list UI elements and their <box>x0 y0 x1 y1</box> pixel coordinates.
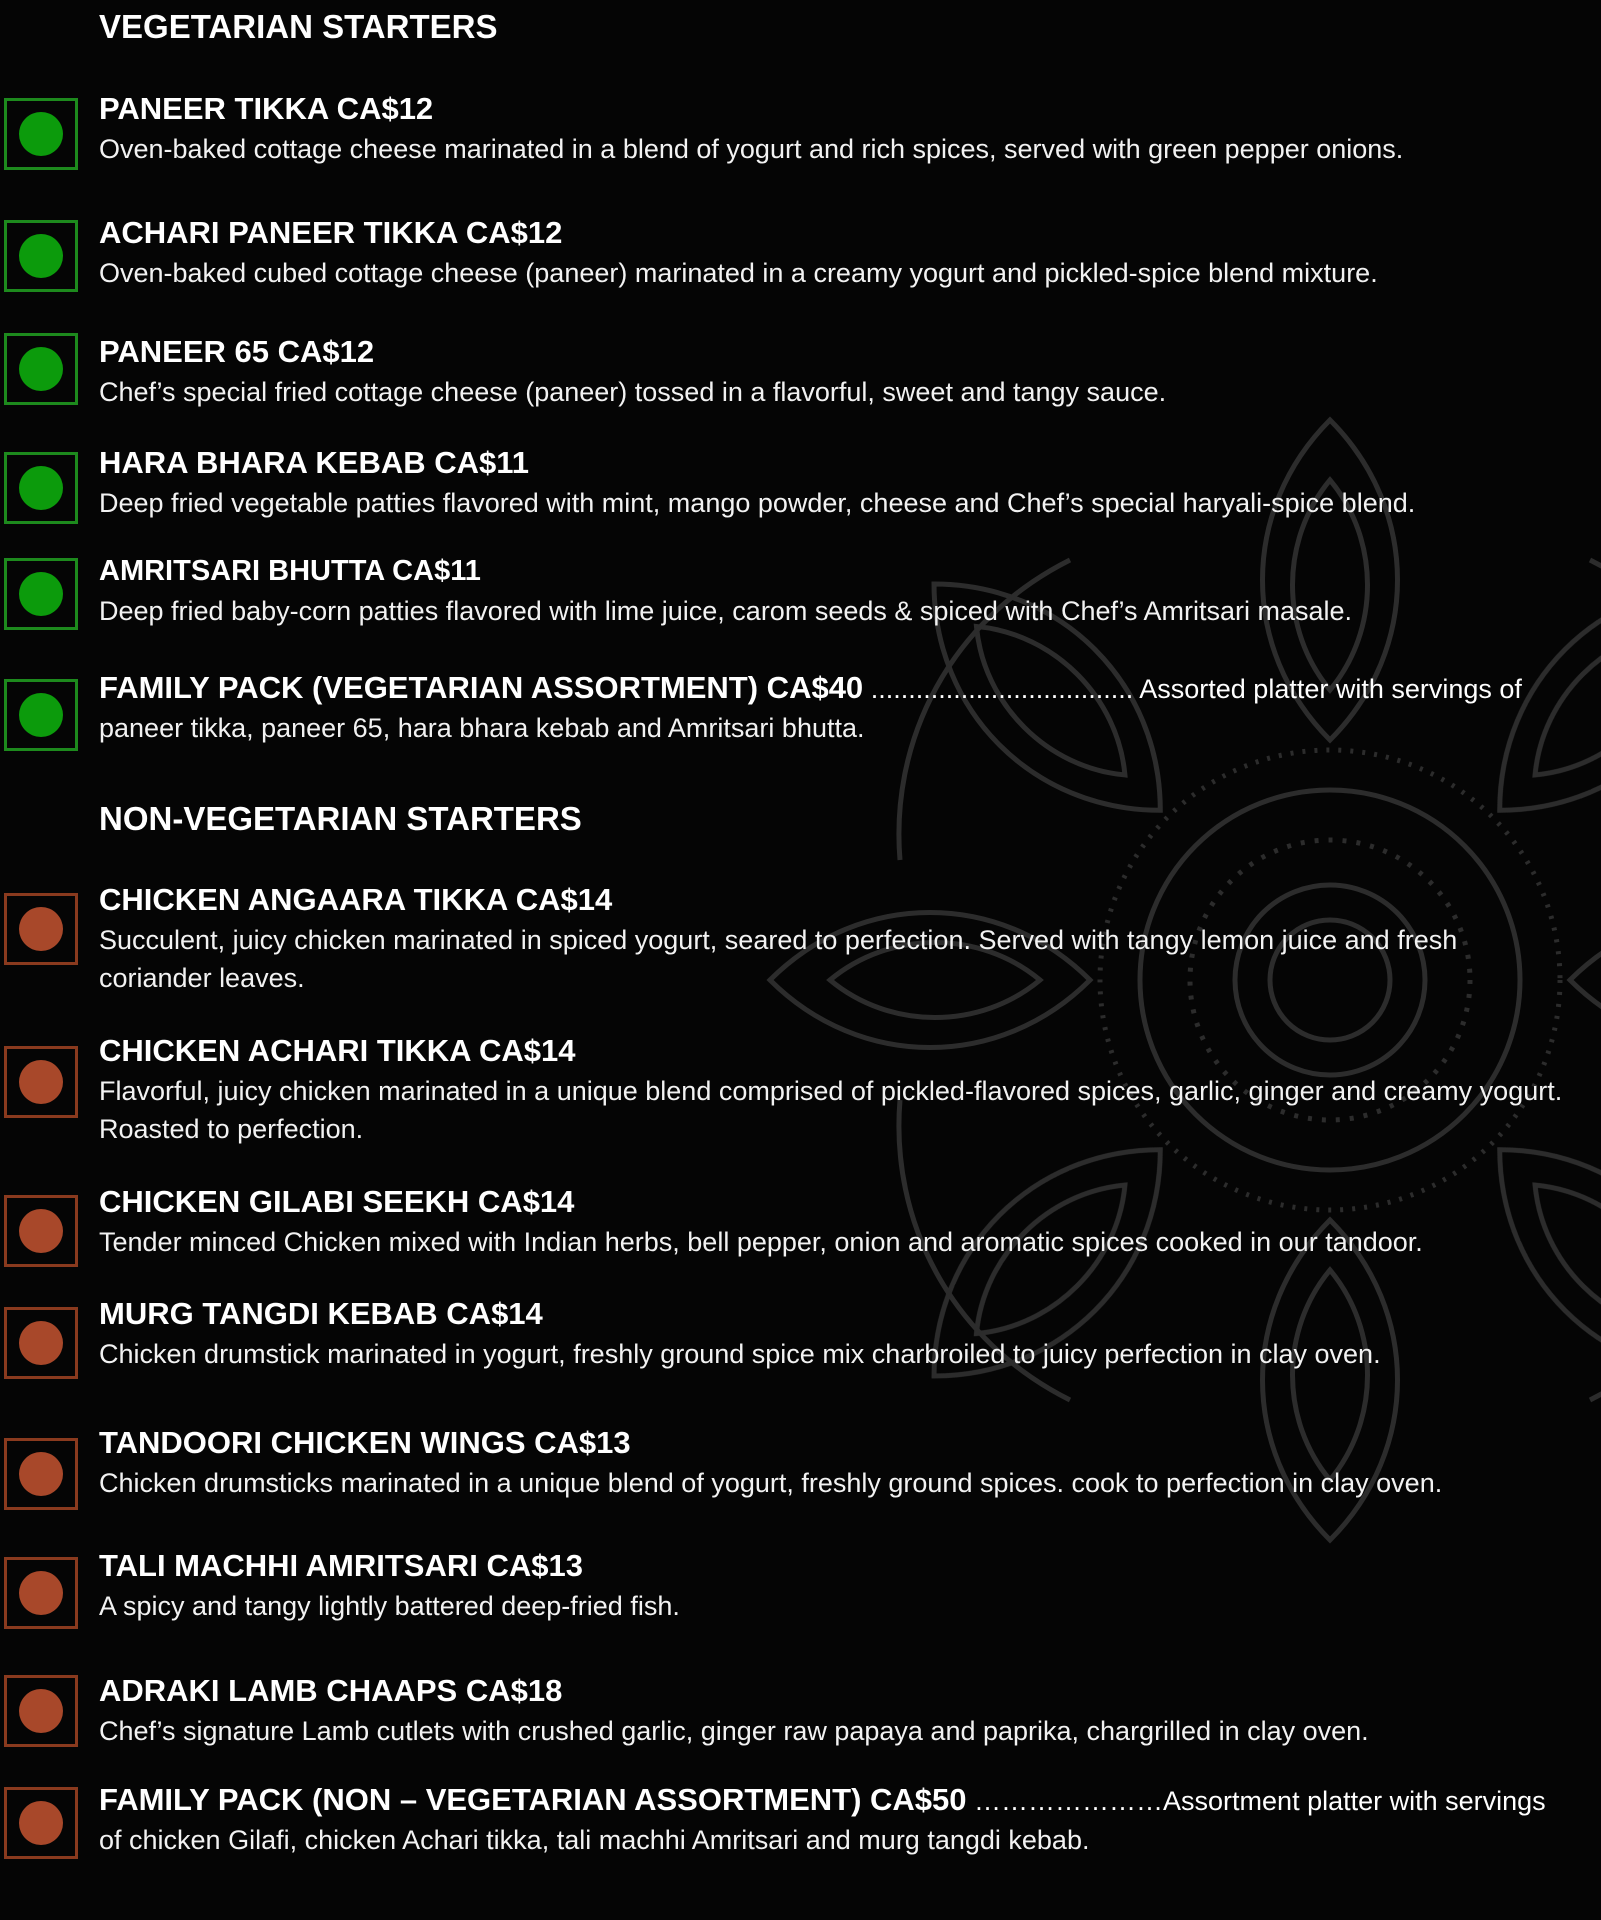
item-description: Chicken drumsticks marinated in a unique blend of yogurt, freshly ground spices. cook to perfection in clay oven. <box>99 1468 1443 1498</box>
item-name <box>99 1781 1546 1820</box>
item-name: PANEER 65 CA$12 <box>99 334 375 369</box>
item-description: paneer tikka, paneer 65, hara bhara kebab and Amritsari bhutta. <box>99 713 865 743</box>
veg-dot-icon <box>4 679 78 751</box>
item-name: TALI MACHHI AMRITSARI CA$13 <box>99 1548 583 1583</box>
item-name: MURG TANGDI KEBAB CA$14 <box>99 1296 543 1331</box>
item-name: HARA BHARA KEBAB CA$11 <box>99 445 530 480</box>
veg-dot-icon <box>4 333 78 405</box>
item-description: Deep fried baby-corn patties flavored with lime juice, carom seeds & spiced with Chef’s Amritsari masale. <box>99 596 1353 626</box>
item-description: Deep fried vegetable patties flavored with mint, mango powder, cheese and Chef’s special haryali-spice blend. <box>99 488 1416 518</box>
veg-dot-icon <box>4 558 78 630</box>
item-name: CHICKEN ACHARI TIKKA CA$14 <box>99 1033 576 1068</box>
item-name <box>99 669 1522 708</box>
item-name-text: FAMILY PACK (VEGETARIAN ASSORTMENT) CA$40 <box>99 670 864 705</box>
nonveg-dot-icon <box>4 1046 78 1118</box>
veg-dot-icon <box>4 98 78 170</box>
item-name: ACHARI PANEER TIKKA CA$12 <box>99 215 563 250</box>
item-description: Oven-baked cottage cheese marinated in a blend of yogurt and rich spices, served with green pepper onions. <box>99 134 1404 164</box>
nonveg-dot-icon <box>4 1675 78 1747</box>
item-name: TANDOORI CHICKEN WINGS CA$13 <box>99 1425 631 1460</box>
item-name: AMRITSARI BHUTTA CA$11 <box>99 555 481 587</box>
item-description: Oven-baked cubed cottage cheese (paneer) marinated in a creamy yogurt and pickled-spice blend mixture. <box>99 258 1378 288</box>
item-description: Chef’s signature Lamb cutlets with crushed garlic, ginger raw papaya and paprika, chargrilled in clay oven. <box>99 1716 1369 1746</box>
item-description: Flavorful, juicy chicken marinated in a unique blend comprised of pickled-flavored spices, garlic, ginger and creamy yogurt. Roasted to perfection. <box>99 1076 1563 1144</box>
nonveg-dot-icon <box>4 893 78 965</box>
item-name: CHICKEN ANGAARA TIKKA CA$14 <box>99 882 613 917</box>
item-description: A spicy and tangy lightly battered deep-fried fish. <box>99 1591 680 1621</box>
nonveg-dot-icon <box>4 1195 78 1267</box>
item-inline-description: ................................... Assorted platter with servings of <box>863 674 1522 704</box>
item-name-text: FAMILY PACK (NON – VEGETARIAN ASSORTMENT) CA$50 <box>99 1782 967 1817</box>
item-description: Chicken drumstick marinated in yogurt, freshly ground spice mix charbroiled to juicy perfection in clay oven. <box>99 1339 1381 1369</box>
item-inline-description: …………………Assortment platter with servings <box>966 1786 1546 1816</box>
veg-dot-icon <box>4 220 78 292</box>
veg-dot-icon <box>4 452 78 524</box>
item-description: Succulent, juicy chicken marinated in spiced yogurt, seared to perfection. Served with tangy lemon juice and fresh coriander leaves. <box>99 925 1458 993</box>
veg-section-title: VEGETARIAN STARTERS <box>99 8 498 45</box>
item-description: of chicken Gilafi, chicken Achari tikka, tali machhi Amritsari and murg tangdi kebab. <box>99 1825 1090 1855</box>
item-name: ADRAKI LAMB CHAAPS CA$18 <box>99 1673 563 1708</box>
item-description: Chef’s special fried cottage cheese (paneer) tossed in a flavorful, sweet and tangy sauce. <box>99 377 1167 407</box>
item-description: Tender minced Chicken mixed with Indian herbs, bell pepper, onion and aromatic spices cooked in our tandoor. <box>99 1227 1423 1257</box>
nonveg-dot-icon <box>4 1438 78 1510</box>
nonveg-dot-icon <box>4 1307 78 1379</box>
item-name: CHICKEN GILABI SEEKH CA$14 <box>99 1184 575 1219</box>
nonveg-dot-icon <box>4 1557 78 1629</box>
nonveg-dot-icon <box>4 1787 78 1859</box>
nonveg-section-title: NON-VEGETARIAN STARTERS <box>99 800 582 837</box>
item-name: PANEER TIKKA CA$12 <box>99 91 434 126</box>
